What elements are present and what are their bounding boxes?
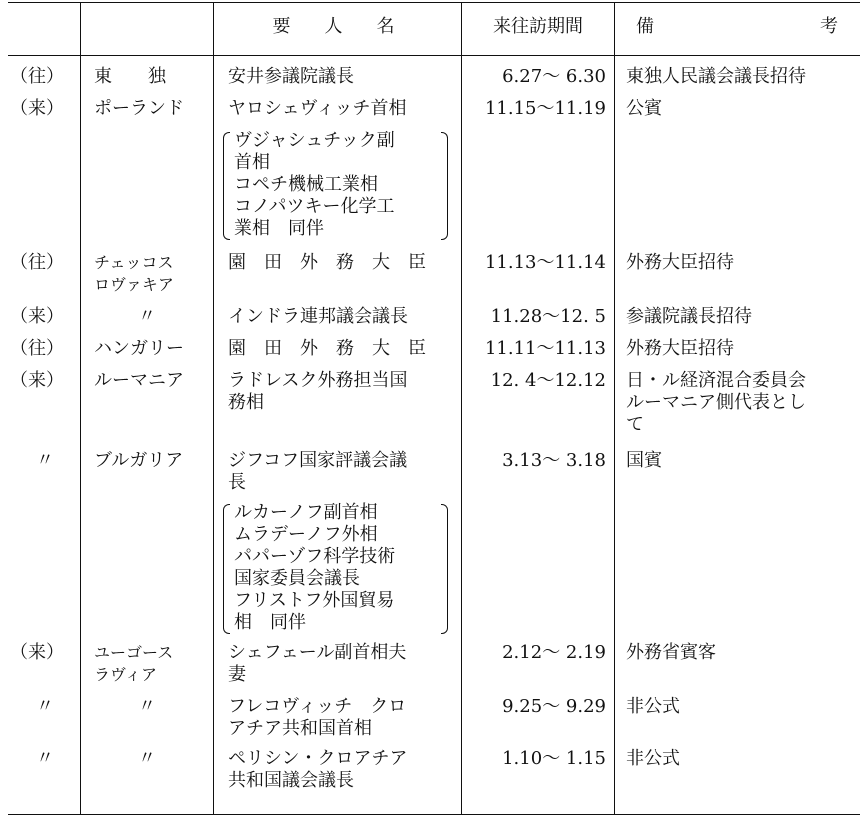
row-direction: 〃	[36, 696, 54, 717]
row-name: 安井参議院議長	[228, 66, 354, 87]
row-name: アチア共和国首相	[228, 718, 372, 739]
row-period: 11.13～11.14	[484, 252, 606, 273]
row-country: 〃	[138, 696, 156, 717]
accompanying-bracket-left	[223, 504, 230, 634]
col-rule-4	[614, 2, 615, 815]
row-name: 業相 同伴	[234, 218, 324, 239]
accompanying-bracket-left	[223, 132, 230, 240]
row-country: 東 独	[94, 66, 166, 87]
row-direction: （来）	[10, 306, 64, 327]
row-name: ヴジャシュチック副	[234, 130, 395, 151]
row-remarks: 国賓	[626, 450, 662, 471]
row-name: ジフコフ国家評議会議	[228, 450, 408, 471]
row-name: フリストフ外国貿易	[234, 590, 395, 611]
row-country: 〃	[138, 306, 156, 327]
row-period: 11.15～11.19	[484, 98, 606, 119]
accompanying-bracket-right	[441, 504, 448, 634]
row-name: シェフェール副首相夫	[228, 642, 407, 663]
row-name: 園 田 外 務 大 臣	[228, 338, 426, 359]
table-bottom-rule	[8, 814, 860, 815]
row-remarks: 外務省賓客	[626, 642, 716, 663]
row-country: ブルガリア	[94, 450, 184, 471]
header-bottom-rule	[8, 55, 860, 56]
row-period: 1.10～ 1.15	[502, 748, 606, 769]
col-rule-3	[461, 2, 462, 815]
row-name: 務相	[228, 392, 264, 413]
row-name: 長	[228, 472, 246, 493]
row-remarks: 非公式	[626, 748, 680, 769]
row-remarks: 日・ル経済混合委員会	[626, 370, 806, 391]
row-name: パパーゾフ科学技術	[234, 546, 396, 567]
row-remarks: 外務大臣招待	[626, 252, 734, 273]
row-period: 12. 4～12.12	[490, 370, 606, 391]
row-name: ムラデーノフ外相	[234, 524, 378, 545]
row-direction: （来）	[10, 370, 64, 391]
row-remarks: 非公式	[626, 696, 680, 717]
row-name: 園 田 外 務 大 臣	[228, 252, 426, 273]
row-country: 〃	[138, 748, 156, 769]
header-name: 要 人 名	[272, 16, 403, 37]
row-period: 2.12～ 2.19	[502, 642, 606, 663]
row-name: 国家委員会議長	[234, 568, 360, 589]
row-name: ヤロシェヴィッチ首相	[228, 98, 407, 119]
col-rule-1	[80, 2, 81, 815]
row-name: 妻	[228, 664, 246, 685]
accompanying-bracket-right	[441, 132, 448, 240]
row-remarks: 外務大臣招待	[626, 338, 734, 359]
row-name: 首相	[234, 152, 270, 173]
row-remarks: 東独人民議会議長招待	[626, 66, 806, 87]
row-direction: （来）	[10, 642, 64, 663]
row-remarks: ルーマニア側代表とし	[626, 392, 806, 413]
header-period: 来往訪期間	[493, 16, 583, 37]
row-name: フレコヴィッチ クロ	[228, 696, 407, 717]
row-name: 共和国議会議長	[228, 770, 354, 791]
row-name: 相 同伴	[234, 612, 306, 633]
row-country: チェッコス	[94, 253, 174, 272]
col-rule-2	[213, 2, 214, 815]
row-name: コノパツキー化学工	[234, 196, 395, 217]
row-country: ルーマニア	[94, 370, 184, 391]
row-country: ポーランド	[94, 98, 184, 119]
row-country: ラヴィア	[94, 665, 158, 684]
header-remarks-right: 考	[820, 16, 838, 37]
row-direction: 〃	[36, 748, 54, 769]
row-country: ユーゴース	[94, 643, 174, 662]
row-direction: （往）	[10, 66, 64, 87]
row-country: ハンガリー	[94, 338, 184, 359]
row-name: コペチ機械工業相	[234, 174, 378, 195]
row-period: 11.28～12. 5	[490, 306, 606, 327]
row-direction: （往）	[10, 338, 64, 359]
row-remarks: 公賓	[626, 98, 662, 119]
row-name: インドラ連邦議会議長	[228, 306, 408, 327]
row-country: ロヴァキア	[94, 275, 174, 294]
row-period: 6.27～ 6.30	[502, 66, 606, 87]
row-period: 3.13～ 3.18	[502, 450, 606, 471]
header-remarks-left: 備	[636, 16, 654, 37]
row-direction: 〃	[36, 450, 54, 471]
row-remarks: て	[626, 414, 644, 435]
row-name: ルカーノフ副首相	[234, 502, 378, 523]
row-name: ラドレスク外務担当国	[228, 370, 408, 391]
row-period: 9.25～ 9.29	[502, 696, 606, 717]
table-top-rule	[8, 2, 860, 3]
row-direction: （往）	[10, 252, 64, 273]
row-direction: （来）	[10, 98, 64, 119]
row-period: 11.11～11.13	[484, 338, 606, 359]
row-remarks: 参議院議長招待	[626, 306, 752, 327]
row-name: ペリシン・クロアチア	[228, 748, 408, 769]
